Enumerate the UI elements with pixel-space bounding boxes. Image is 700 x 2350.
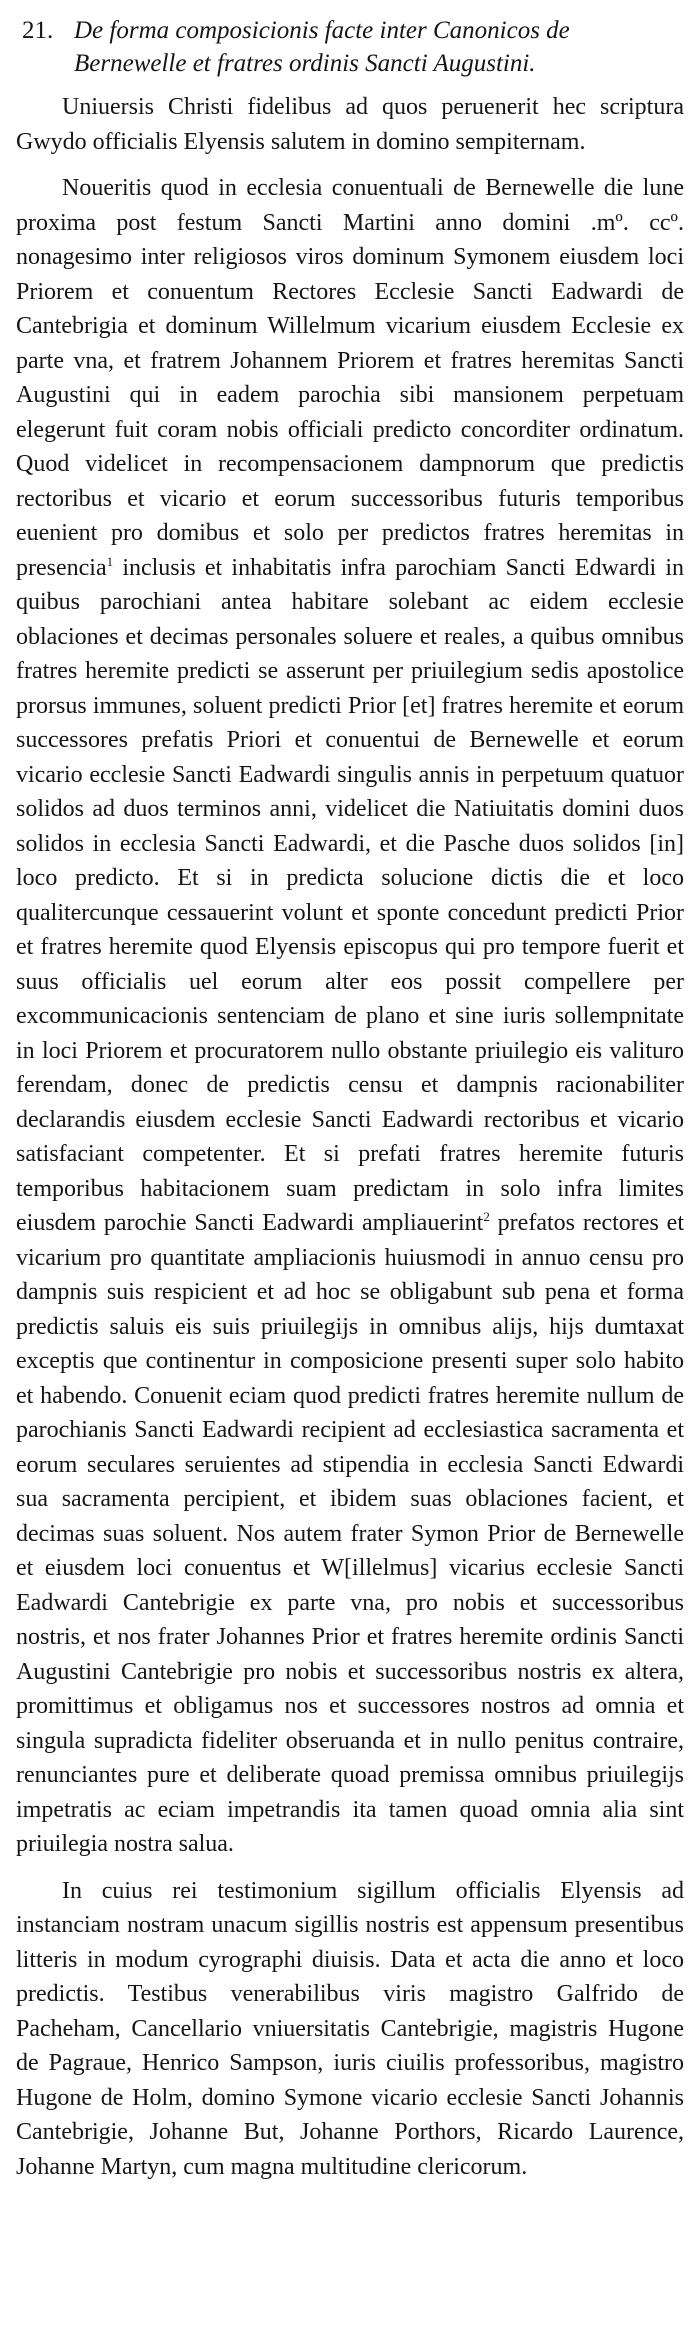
paragraph-text: Uniuersis Christi fidelibus ad quos peruenerit hec scriptura Gwydo officialis Elyensis salutem in domino sempiternam.	[16, 94, 684, 155]
paragraph	[16, 1874, 684, 2185]
paragraph-text: prefatos rectores et vicarium pro quantitate ampliacionis huiusmodi in annuo censu pro dampnis suis respicient et ad hoc se obligabunt sub pena et forma predictis saluis eis suis priuilegijs in omnibus alijs, hijs dumtaxat exceptis que continentur in composicione presenti super solo habito et habendo. Conuenit eciam quod predicti fratres heremite nullum de parochianis Sancti Eadwardi recipient ad ecclesiastica sacramenta et eorum seculares seruientes ad stipendia in ecclesia Sancti Edwardi sua sacramenta percipient, et ibidem suas oblaciones facient, et decimas suas soluent. Nos autem frater Symon Prior de Bernewelle et eiusdem loci conuentus et W[illelmus] vicarius ecclesie Sancti Eadwardi Cantebrigie ex parte vna, pro nobis et successoribus nostris, et nos frater Johannes Prior et fratres heremite ordinis Sancti Augustini Cantebrigie pro nobis et successoribus nostris ex altera, promittimus et obligamus nos et successores nostros ad omnia et singula supradicta fideliter obseruanda et in nullo penitus contraire, renunciantes pure et deliberate quoad premissa omnibus priuilegijs impetratis ac eciam impetrandis ita tamen quoad omnia alia sint priuilegia nostra salua.	[16, 1210, 684, 1857]
charter-title: De forma composicionis facte inter Canonicos de Bernewelle et fratres ordinis Sancti Augustini.	[74, 17, 570, 77]
paragraph-text: inclusis et inhabitatis infra parochiam Sancti Edwardi in quibus parochiani antea habitare solebant ac eidem ecclesie oblaciones et decimas personales soluere et reales, a quibus omnibus fratres heremite predicti se asserunt per priuilegium sedis apostolice prorsus immunes, soluent predicti Prior [et] fratres heremite et eorum successores prefatis Priori et conuentui de Bernewelle et eorum vicario ecclesie Sancti Eadwardi singulis annis in perpetuum quatuor solidos ad duos terminos anni, videlicet die Natiuitatis domini duos solidos in ecclesia Sancti Eadwardi, et die Pasche duos solidos [in] loco predicto. Et si in predicta solucione dictis die et loco qualitercunque cessauerint volunt et sponte concedunt predicti Prior et fratres heremite quod Elyensis episcopus qui pro tempore fuerit et suus officialis uel eorum alter eos possit compellere per excommunicacionis sentenciam de plano et sine iuris sollempnitate in loci Priorem et procuratorem nullo obstante priuilegio eis valituro ferendam, donec de predictis censu et dampnis racionabiliter declarandis eiusdem ecclesie Sancti Eadwardi rectoribus et vicario satisfaciant competenter. Et si prefati fratres heremite futuris temporibus habitacionem suam predictam in solo infra limites eiusdem parochie Sancti Eadwardi ampliauerint	[16, 554, 684, 1236]
paragraph	[16, 90, 684, 159]
charter-body	[16, 90, 684, 2184]
charter-heading	[16, 14, 684, 80]
paragraph-text: In cuius rei testimonium sigillum officialis Elyensis ad instanciam nostram unacum sigillis nostris est appensum presentibus litteris in modum cyrographi diuisis. Data et acta die anno et loco predictis. Testibus venerabilibus viris magistro Galfrido de Pacheham, Cancellario vniuersitatis Cantebrigie, magistris Hugone de Pagraue, Henrico Sampson, iuris ciuilis professoribus, magistro Hugone de Holm, domino Symone vicario ecclesie Sancti Johannis Cantebrigie, Johanne But, Johanne Porthors, Ricardo Laurence, Johanne Martyn, cum magna multitudine clericorum.	[16, 1877, 684, 2180]
footnote-marker: 1	[106, 553, 114, 569]
footnote-marker: 2	[483, 1209, 490, 1224]
paragraph	[16, 171, 684, 1862]
paragraph-text: Noueritis quod in ecclesia conuentuali de Bernewelle die lune proxima post festum Sancti Martini anno domini .mº. ccº. nonagesimo inter religiosos viros dominum Symonem eiusdem loci Priorem et conuentum Rectores Ecclesie Sancti Eadwardi de Cantebrigia et dominum Willelmum vicarium eiusdem Ecclesie ex parte vna, et fratrem Johannem Priorem et fratres heremitas Sancti Augustini qui in eadem parochia sibi mansionem perpetuam elegerunt fuit coram nobis officiali predicto concorditer ordinatum. Quod videlicet in recompensacionem dampnorum que predictis rectoribus et vicario et eorum successoribus futuris temporibus euenient pro domibus et solo per predictos fratres heremitas in presencia	[16, 175, 684, 581]
charter-number: 21.	[22, 17, 54, 44]
